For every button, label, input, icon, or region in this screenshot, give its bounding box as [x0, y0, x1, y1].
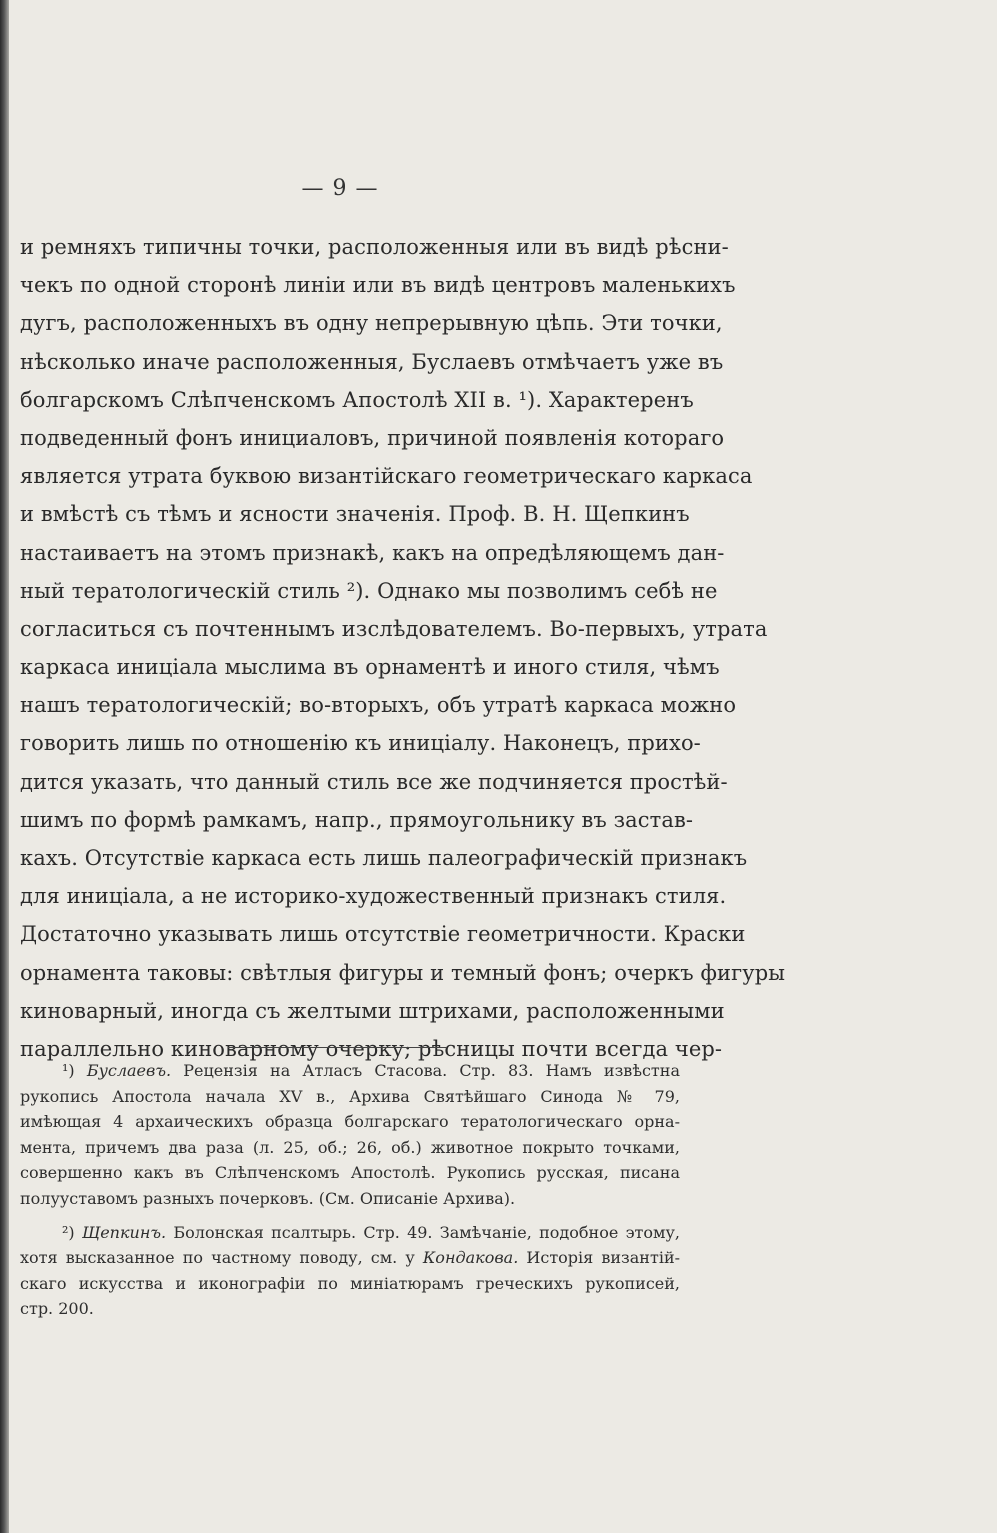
footnote-line — [20, 1220, 680, 1246]
text-line: является утрата буквою византійскаго геометрическаго каркаса — [20, 464, 753, 489]
footnote-line: совершенно какъ въ Слѣпченскомъ Апостолѣ. Рукопись русская, писана — [20, 1163, 680, 1183]
footnote-line: стр. 200. — [20, 1299, 94, 1319]
text-line: параллельно киноварному очерку; рѣсницы почти всегда чер- — [20, 1036, 723, 1061]
binding-edge — [0, 0, 9, 1533]
footnote-line: мента, причемъ два раза (л. 25, об.; 26, об.) животное покрыто точками, — [20, 1137, 680, 1157]
text-line: говорить лишь по отношенію къ иниціалу. Наконецъ, прихо- — [20, 731, 701, 756]
text-line: чекъ по одной сторонѣ линіи или въ видѣ центровъ маленькихъ — [20, 273, 736, 298]
footnote-author: Буслаевъ. — [86, 1061, 172, 1080]
text-line: киноварный, иногда съ желтыми штрихами, расположенными — [20, 998, 725, 1023]
footnote-1 — [20, 1058, 680, 1212]
text-line: орнамента таковы: свѣтлыя фигуры и темный фонъ; очеркъ фигуры — [20, 960, 786, 985]
text-line: дится указать, что данный стиль все же подчиняется простѣй- — [20, 769, 728, 794]
footnote-text: Болонская псалтырь. Стр. 49. Замѣчаніе, подобное этому, — [173, 1222, 680, 1242]
text-line: каркаса иниціала мыслима въ орнаментѣ и иного стиля, чѣмъ — [20, 655, 720, 680]
footnote-text: Рецензія на Атласъ Стасова. Стр. 83. Намъ извѣстна — [183, 1061, 680, 1080]
footnote-line: скаго искусства и иконографіи по миніатюрамъ греческихъ рукописей, — [20, 1273, 680, 1293]
footnote-line: имѣющая 4 архаическихъ образца болгарскаго тератологическаго орна- — [20, 1112, 680, 1132]
footnote-divider — [228, 1047, 446, 1048]
text-line: и ремняхъ типичны точки, расположенныя или въ видѣ рѣсни- — [20, 235, 729, 259]
footnote-marker: ²) — [62, 1222, 75, 1242]
footnote-cited-author: Кондакова. — [422, 1248, 519, 1268]
text-line: нѣсколько иначе расположенныя, Буслаевъ отмѣчаетъ уже въ — [20, 349, 724, 374]
footnote-marker: ¹) — [62, 1061, 75, 1080]
text-line: подведенный фонъ инициаловъ, причиной появленія котораго — [20, 425, 725, 450]
footnote-line — [20, 1245, 680, 1271]
text-line: согласиться съ почтеннымъ изслѣдователемъ. Во-первыхъ, утрата — [20, 616, 768, 641]
footnote-2 — [20, 1220, 680, 1322]
footnote-line: полууставомъ разныхъ почерковъ. (См. Описаніе Архива). — [20, 1188, 516, 1208]
text-line: настаиваетъ на этомъ признакѣ, какъ на опредѣляющемъ дан- — [20, 540, 725, 565]
text-line: шимъ по формѣ рамкамъ, напр., прямоугольнику въ застав- — [20, 807, 694, 832]
text-line: для иниціала, а не историко-художественный признакъ стиля. — [20, 884, 727, 909]
text-line: кахъ. Отсутствіе каркаса есть лишь палеографическій признакъ — [20, 846, 748, 870]
text-line: нашъ тератологическій; во-вторыхъ, объ утратѣ каркаса можно — [20, 693, 737, 718]
text-line: ный тератологическій стиль ²). Однако мы позволимъ себѣ не — [20, 578, 718, 603]
main-text — [20, 228, 786, 1068]
page-number: — 9 — — [301, 176, 379, 201]
footnotes — [20, 1058, 680, 1322]
footnote-text: хотя высказанное по частному поводу, см. у — [20, 1248, 415, 1268]
text-line: и вмѣстѣ съ тѣмъ и ясности значенія. Проф. В. Н. Щепкинъ — [20, 502, 690, 527]
footnote-author: Щепкинъ. — [81, 1222, 167, 1242]
text-line: Достаточно указывать лишь отсутствіе геометричности. Краски — [20, 922, 746, 947]
text-line: дугъ, расположенныхъ въ одну непрерывную цѣпь. Эти точки, — [20, 311, 723, 336]
footnote-line — [20, 1058, 680, 1084]
text-line: болгарскомъ Слѣпченскомъ Апостолѣ XII в. ¹). Характеренъ — [20, 387, 694, 412]
footnote-text: Исторія византій- — [526, 1248, 681, 1268]
footnote-line: рукопись Апостола начала XV в., Архива Святѣйшаго Синода № 79, — [20, 1086, 680, 1106]
